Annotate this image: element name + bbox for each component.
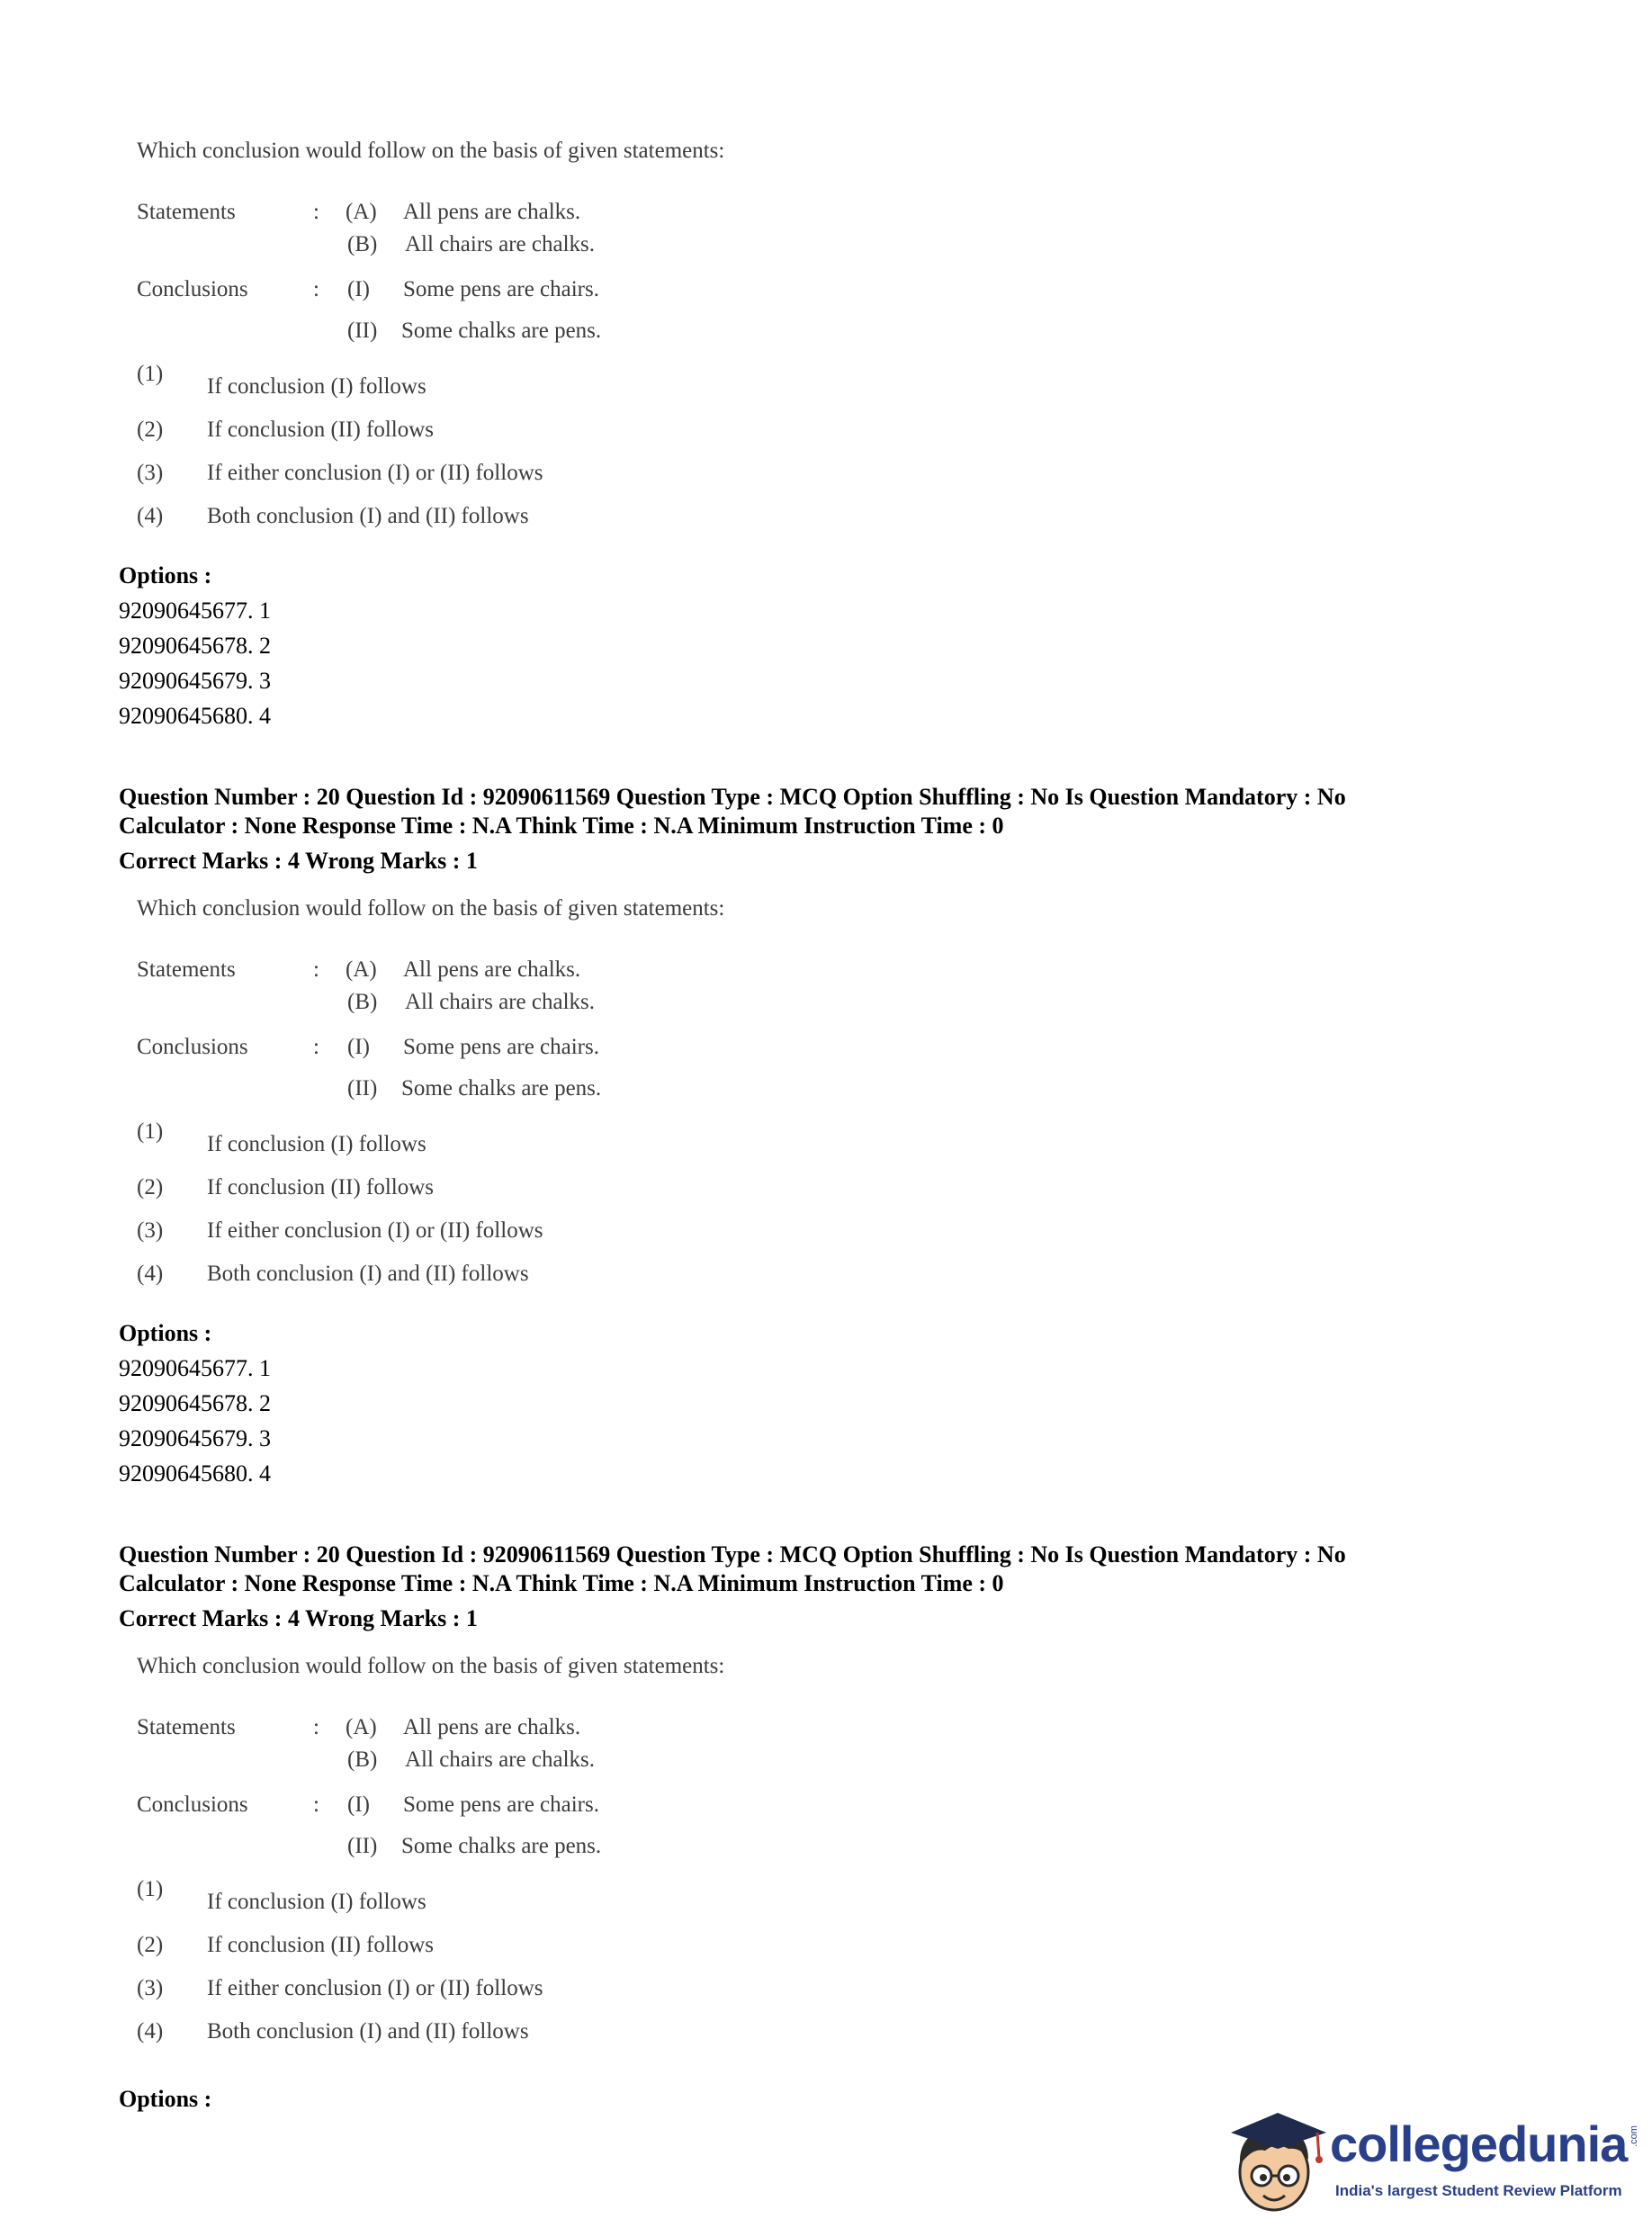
options-heading: Options : [119,2086,212,2112]
colon: : [313,1035,319,1059]
choice-text: If conclusion (II) follows [207,1175,435,1199]
question-marks: Correct Marks : 4 Wrong Marks : 1 [119,848,478,874]
choice-text: If conclusion (II) follows [207,1933,435,1957]
conclusion-2-label: (II) [347,319,378,343]
conclusions-label: Conclusions [137,1792,248,1817]
option-item: 92090645680. 4 [119,703,271,729]
statement-a-label: (A) [346,200,377,224]
choice-text: If conclusion (I) follows [207,374,426,399]
statement-b-label: (B) [347,1747,378,1772]
choice-text: If either conclusion (I) or (II) follows [207,461,543,485]
choice-number: (4) [137,2019,164,2044]
brand-name: collegedunia [1330,2116,1628,2172]
conclusion-1-label: (I) [347,1792,370,1817]
conclusions-label: Conclusions [137,277,248,301]
conclusion-1-label: (I) [347,277,370,301]
brand-tagline: India's largest Student Review Platform [1335,2182,1622,2199]
statement-b: All chairs are chalks. [405,990,596,1014]
conclusion-1: Some pens are chairs. [403,1035,599,1059]
question-meta-line-2: Calculator : None Response Time : N.A Think Time : N.A Minimum Instruction Time : 0 [119,813,1004,839]
choice-number: (4) [137,504,164,528]
statement-a: All pens are chalks. [403,957,581,982]
statement-b: All chairs are chalks. [405,1747,596,1772]
colon: : [313,1792,319,1817]
choice-text: If conclusion (I) follows [207,1890,426,1914]
brand-domain: .com [1628,2125,1639,2147]
choice-number: (3) [137,1218,164,1243]
question-text: Which conclusion would follow on the basis of given statements: [137,139,725,163]
options-heading-cutoff [0,2080,1652,2112]
choice-number: (4) [137,1262,164,1286]
choice-text: If conclusion (II) follows [207,418,435,442]
choice-text: Both conclusion (I) and (II) follows [207,2019,529,2044]
options-heading: Options : [119,1320,212,1346]
choice-number: (2) [137,1175,164,1199]
question-text: Which conclusion would follow on the basis of given statements: [137,1654,725,1678]
conclusion-2-label: (II) [347,1076,378,1101]
conclusion-2: Some chalks are pens. [401,319,602,343]
choice-text: Both conclusion (I) and (II) follows [207,1262,529,1286]
option-item: 92090645678. 2 [119,1390,271,1416]
conclusion-2-label: (II) [347,1834,378,1858]
choice-number: (3) [137,1976,164,2000]
choice-number: (2) [137,418,164,442]
question-text: Which conclusion would follow on the basis of given statements: [137,896,725,921]
colon: : [313,1715,319,1739]
options-heading: Options : [119,562,212,588]
choice-text: If either conclusion (I) or (II) follows [207,1976,543,2000]
option-item: 92090645678. 2 [119,633,271,659]
question-meta-line-1: Question Number : 20 Question Id : 92090611569 Question Type : MCQ Option Shuffling : No Is Question Mandatory : No [119,1541,1346,1568]
student-mascot-icon [1222,2102,1330,2219]
choice-number: (1) [137,362,164,386]
statement-a: All pens are chalks. [403,1715,581,1739]
conclusion-2: Some chalks are pens. [401,1076,602,1101]
statements-label: Statements [137,1715,236,1739]
conclusion-1: Some pens are chairs. [403,277,599,301]
choice-text: If either conclusion (I) or (II) follows [207,1218,543,1243]
choice-number: (3) [137,461,164,485]
choice-text: If conclusion (I) follows [207,1132,426,1156]
statement-a-label: (A) [346,1715,377,1739]
statements-label: Statements [137,957,236,982]
conclusion-2: Some chalks are pens. [401,1834,602,1858]
conclusion-1: Some pens are chairs. [403,1792,599,1817]
colon: : [313,957,319,982]
option-item: 92090645679. 3 [119,668,271,694]
colon: : [313,200,319,224]
option-item: 92090645680. 4 [119,1460,271,1487]
colon: : [313,277,319,301]
statement-a-label: (A) [346,957,377,982]
choice-number: (1) [137,1877,164,1901]
statement-b: All chairs are chalks. [405,232,596,256]
choice-text: Both conclusion (I) and (II) follows [207,504,529,528]
question-marks: Correct Marks : 4 Wrong Marks : 1 [119,1605,478,1631]
choice-number: (1) [137,1119,164,1144]
option-item: 92090645677. 1 [119,597,271,624]
statement-a: All pens are chalks. [403,200,581,224]
question-meta-line-2: Calculator : None Response Time : N.A Think Time : N.A Minimum Instruction Time : 0 [119,1570,1004,1596]
option-item: 92090645677. 1 [119,1355,271,1381]
conclusion-1-label: (I) [347,1035,370,1059]
choice-number: (2) [137,1933,164,1957]
question-meta-line-1: Question Number : 20 Question Id : 92090611569 Question Type : MCQ Option Shuffling : No Is Question Mandatory : No [119,784,1346,810]
conclusions-label: Conclusions [137,1035,248,1059]
statements-label: Statements [137,200,236,224]
option-item: 92090645679. 3 [119,1425,271,1451]
statement-b-label: (B) [347,232,378,256]
statement-b-label: (B) [347,990,378,1014]
